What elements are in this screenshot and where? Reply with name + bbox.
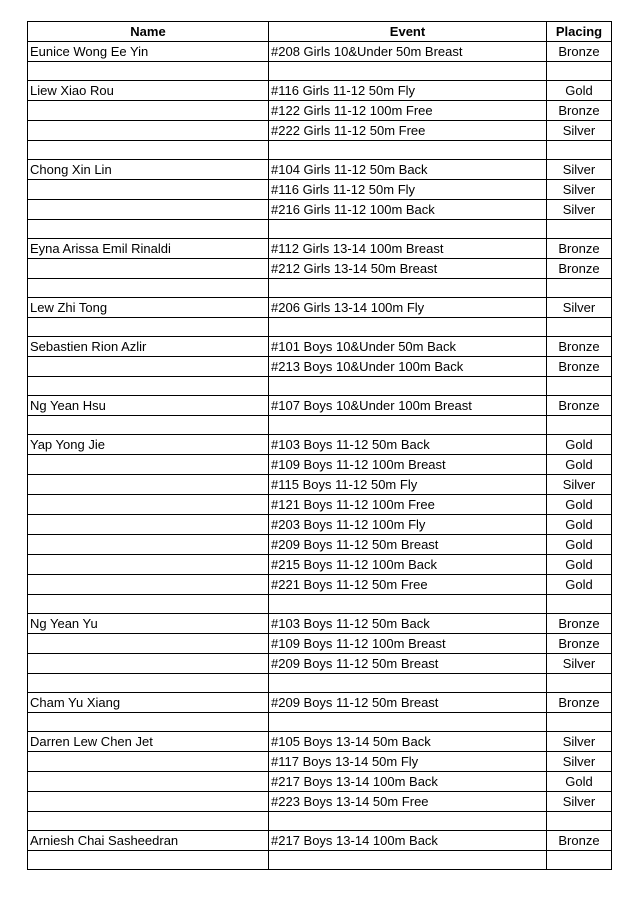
event-cell: #104 Girls 11-12 50m Back bbox=[269, 160, 547, 180]
placing-header: Placing bbox=[547, 22, 612, 42]
swimmer-name-cell bbox=[28, 62, 269, 81]
name-header: Name bbox=[28, 22, 269, 42]
event-cell: #217 Boys 13-14 100m Back bbox=[269, 831, 547, 851]
event-cell bbox=[269, 318, 547, 337]
event-cell bbox=[269, 377, 547, 396]
swimmer-name-cell bbox=[28, 851, 269, 870]
table-row bbox=[28, 259, 612, 279]
results-table bbox=[27, 21, 612, 870]
event-cell: #103 Boys 11-12 50m Back bbox=[269, 614, 547, 634]
event-cell: #115 Boys 11-12 50m Fly bbox=[269, 475, 547, 495]
event-cell: #217 Boys 13-14 100m Back bbox=[269, 772, 547, 792]
swimmer-name-cell bbox=[28, 141, 269, 160]
header-row bbox=[28, 22, 612, 42]
placing-cell: Bronze bbox=[547, 634, 612, 654]
table-row bbox=[28, 121, 612, 141]
table-row bbox=[28, 318, 612, 337]
placing-cell: Silver bbox=[547, 160, 612, 180]
placing-cell: Silver bbox=[547, 298, 612, 318]
placing-cell: Silver bbox=[547, 475, 612, 495]
event-cell bbox=[269, 416, 547, 435]
swimmer-name-cell: Cham Yu Xiang bbox=[28, 693, 269, 713]
placing-cell: Silver bbox=[547, 180, 612, 200]
table-row bbox=[28, 634, 612, 654]
placing-cell: Gold bbox=[547, 495, 612, 515]
event-cell: #103 Boys 11-12 50m Back bbox=[269, 435, 547, 455]
event-cell: #216 Girls 11-12 100m Back bbox=[269, 200, 547, 220]
swimmer-name-cell bbox=[28, 357, 269, 377]
event-cell: #105 Boys 13-14 50m Back bbox=[269, 732, 547, 752]
table-row bbox=[28, 416, 612, 435]
swimmer-name-cell bbox=[28, 555, 269, 575]
table-row bbox=[28, 535, 612, 555]
event-cell bbox=[269, 220, 547, 239]
swimmer-name-cell: Liew Xiao Rou bbox=[28, 81, 269, 101]
swimmer-name-cell bbox=[28, 654, 269, 674]
placing-cell: Bronze bbox=[547, 101, 612, 121]
table-row bbox=[28, 772, 612, 792]
table-row bbox=[28, 220, 612, 239]
event-cell: #107 Boys 10&Under 100m Breast bbox=[269, 396, 547, 416]
table-body bbox=[28, 42, 612, 870]
event-cell bbox=[269, 279, 547, 298]
placing-cell bbox=[547, 141, 612, 160]
table-row bbox=[28, 377, 612, 396]
event-cell bbox=[269, 62, 547, 81]
swimmer-name-cell bbox=[28, 220, 269, 239]
table-row bbox=[28, 654, 612, 674]
table-row bbox=[28, 515, 612, 535]
swimmer-name-cell bbox=[28, 180, 269, 200]
swimmer-name-cell bbox=[28, 674, 269, 693]
event-cell: #101 Boys 10&Under 50m Back bbox=[269, 337, 547, 357]
table-row bbox=[28, 595, 612, 614]
event-cell bbox=[269, 851, 547, 870]
placing-cell: Silver bbox=[547, 654, 612, 674]
event-cell: #221 Boys 11-12 50m Free bbox=[269, 575, 547, 595]
event-cell: #209 Boys 11-12 50m Breast bbox=[269, 693, 547, 713]
placing-cell: Bronze bbox=[547, 396, 612, 416]
swimmer-name-cell: Ng Yean Yu bbox=[28, 614, 269, 634]
table-row bbox=[28, 851, 612, 870]
event-header: Event bbox=[269, 22, 547, 42]
swimmer-name-cell bbox=[28, 259, 269, 279]
event-cell bbox=[269, 812, 547, 831]
placing-cell bbox=[547, 62, 612, 81]
table-row bbox=[28, 812, 612, 831]
table-row bbox=[28, 62, 612, 81]
table-row bbox=[28, 555, 612, 575]
placing-cell bbox=[547, 674, 612, 693]
event-cell: #121 Boys 11-12 100m Free bbox=[269, 495, 547, 515]
swimmer-name-cell bbox=[28, 535, 269, 555]
table-row bbox=[28, 279, 612, 298]
swimmer-name-cell bbox=[28, 377, 269, 396]
table-row bbox=[28, 141, 612, 160]
swimmer-name-cell bbox=[28, 792, 269, 812]
swimmer-name-cell bbox=[28, 575, 269, 595]
table-row bbox=[28, 180, 612, 200]
table-row bbox=[28, 357, 612, 377]
swimmer-name-cell bbox=[28, 812, 269, 831]
swimmer-name-cell bbox=[28, 455, 269, 475]
table-row bbox=[28, 475, 612, 495]
placing-cell: Silver bbox=[547, 200, 612, 220]
event-cell bbox=[269, 141, 547, 160]
swimmer-name-cell bbox=[28, 595, 269, 614]
placing-cell: Bronze bbox=[547, 259, 612, 279]
placing-cell: Bronze bbox=[547, 693, 612, 713]
swimmer-name-cell bbox=[28, 200, 269, 220]
event-cell: #109 Boys 11-12 100m Breast bbox=[269, 634, 547, 654]
placing-cell: Silver bbox=[547, 752, 612, 772]
swimmer-name-cell bbox=[28, 713, 269, 732]
swimmer-name-cell: Darren Lew Chen Jet bbox=[28, 732, 269, 752]
placing-cell: Gold bbox=[547, 575, 612, 595]
placing-cell bbox=[547, 851, 612, 870]
event-cell: #209 Boys 11-12 50m Breast bbox=[269, 535, 547, 555]
swimmer-name-cell bbox=[28, 495, 269, 515]
placing-cell: Bronze bbox=[547, 239, 612, 259]
placing-cell: Gold bbox=[547, 435, 612, 455]
table-row bbox=[28, 435, 612, 455]
placing-cell: Bronze bbox=[547, 357, 612, 377]
swimmer-name-cell bbox=[28, 416, 269, 435]
table-row bbox=[28, 792, 612, 812]
placing-cell: Gold bbox=[547, 81, 612, 101]
swimmer-name-cell bbox=[28, 634, 269, 654]
event-cell: #203 Boys 11-12 100m Fly bbox=[269, 515, 547, 535]
placing-cell: Gold bbox=[547, 455, 612, 475]
placing-cell: Silver bbox=[547, 732, 612, 752]
placing-cell: Bronze bbox=[547, 614, 612, 634]
table-row bbox=[28, 495, 612, 515]
placing-cell bbox=[547, 377, 612, 396]
swimmer-name-cell bbox=[28, 515, 269, 535]
placing-cell bbox=[547, 713, 612, 732]
table-row bbox=[28, 81, 612, 101]
table-row bbox=[28, 101, 612, 121]
table-row bbox=[28, 239, 612, 259]
swimmer-name-cell bbox=[28, 279, 269, 298]
placing-cell: Bronze bbox=[547, 42, 612, 62]
event-cell: #208 Girls 10&Under 50m Breast bbox=[269, 42, 547, 62]
event-cell: #122 Girls 11-12 100m Free bbox=[269, 101, 547, 121]
event-cell: #116 Girls 11-12 50m Fly bbox=[269, 180, 547, 200]
event-cell: #222 Girls 11-12 50m Free bbox=[269, 121, 547, 141]
swimmer-name-cell: Eyna Arissa Emil Rinaldi bbox=[28, 239, 269, 259]
placing-cell: Gold bbox=[547, 555, 612, 575]
event-cell: #109 Boys 11-12 100m Breast bbox=[269, 455, 547, 475]
placing-cell bbox=[547, 220, 612, 239]
swimmer-name-cell bbox=[28, 752, 269, 772]
table-row bbox=[28, 42, 612, 62]
table-row bbox=[28, 614, 612, 634]
placing-cell: Silver bbox=[547, 792, 612, 812]
table-row bbox=[28, 752, 612, 772]
table-row bbox=[28, 732, 612, 752]
table-row bbox=[28, 455, 612, 475]
placing-cell bbox=[547, 595, 612, 614]
table-row bbox=[28, 575, 612, 595]
placing-cell bbox=[547, 416, 612, 435]
swimmer-name-cell: Eunice Wong Ee Yin bbox=[28, 42, 269, 62]
event-cell bbox=[269, 595, 547, 614]
event-cell: #212 Girls 13-14 50m Breast bbox=[269, 259, 547, 279]
table-row bbox=[28, 693, 612, 713]
event-cell: #116 Girls 11-12 50m Fly bbox=[269, 81, 547, 101]
placing-cell bbox=[547, 318, 612, 337]
table-row bbox=[28, 337, 612, 357]
swimmer-name-cell: Sebastien Rion Azlir bbox=[28, 337, 269, 357]
placing-cell: Silver bbox=[547, 121, 612, 141]
event-cell: #209 Boys 11-12 50m Breast bbox=[269, 654, 547, 674]
placing-cell: Gold bbox=[547, 535, 612, 555]
swimmer-name-cell bbox=[28, 121, 269, 141]
event-cell: #112 Girls 13-14 100m Breast bbox=[269, 239, 547, 259]
swimmer-name-cell bbox=[28, 475, 269, 495]
table-row bbox=[28, 200, 612, 220]
table-row bbox=[28, 713, 612, 732]
event-cell: #117 Boys 13-14 50m Fly bbox=[269, 752, 547, 772]
placing-cell: Bronze bbox=[547, 337, 612, 357]
swimmer-name-cell: Lew Zhi Tong bbox=[28, 298, 269, 318]
event-cell bbox=[269, 674, 547, 693]
swimmer-name-cell: Ng Yean Hsu bbox=[28, 396, 269, 416]
placing-cell bbox=[547, 812, 612, 831]
table-row bbox=[28, 160, 612, 180]
swimmer-name-cell bbox=[28, 318, 269, 337]
event-cell: #206 Girls 13-14 100m Fly bbox=[269, 298, 547, 318]
event-cell bbox=[269, 713, 547, 732]
event-cell: #215 Boys 11-12 100m Back bbox=[269, 555, 547, 575]
placing-cell: Gold bbox=[547, 772, 612, 792]
placing-cell bbox=[547, 279, 612, 298]
table-row bbox=[28, 298, 612, 318]
placing-cell: Bronze bbox=[547, 831, 612, 851]
swimmer-name-cell bbox=[28, 101, 269, 121]
swimmer-name-cell: Chong Xin Lin bbox=[28, 160, 269, 180]
event-cell: #213 Boys 10&Under 100m Back bbox=[269, 357, 547, 377]
placing-cell: Gold bbox=[547, 515, 612, 535]
table-row bbox=[28, 831, 612, 851]
swimmer-name-cell: Yap Yong Jie bbox=[28, 435, 269, 455]
table-row bbox=[28, 674, 612, 693]
swimmer-name-cell: Arniesh Chai Sasheedran bbox=[28, 831, 269, 851]
swimmer-name-cell bbox=[28, 772, 269, 792]
event-cell: #223 Boys 13-14 50m Free bbox=[269, 792, 547, 812]
table-row bbox=[28, 396, 612, 416]
